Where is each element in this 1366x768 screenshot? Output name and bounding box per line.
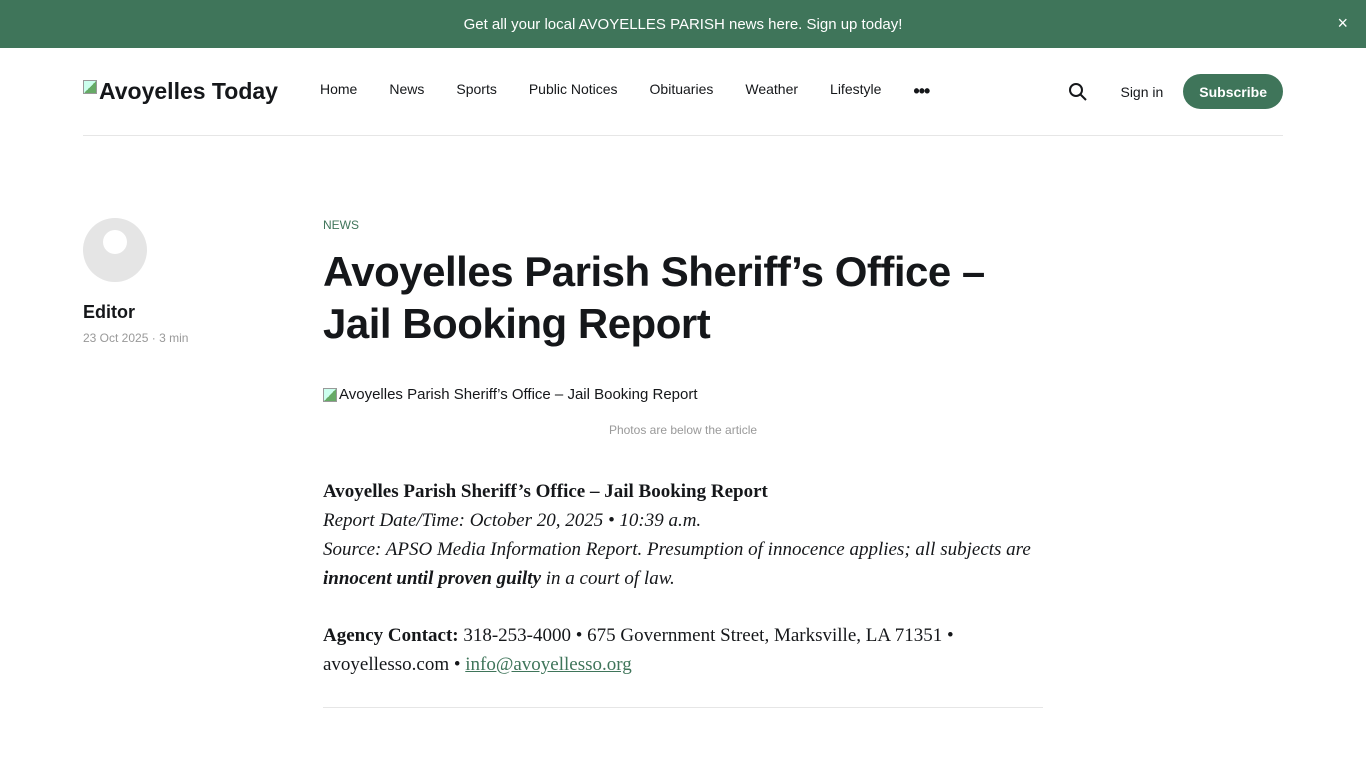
read-time: 3 min xyxy=(159,331,189,345)
body-heading: Avoyelles Parish Sheriff’s Office – Jail Booking Report xyxy=(323,481,768,502)
nav-lifestyle[interactable]: Lifestyle xyxy=(830,81,882,97)
contact-label: Agency Contact: xyxy=(323,625,459,646)
nav-home[interactable]: Home xyxy=(320,81,358,97)
nav-sports[interactable]: Sports xyxy=(456,81,497,97)
site-header xyxy=(83,48,1283,136)
feature-image xyxy=(323,386,1043,403)
nav-news[interactable]: News xyxy=(389,81,425,97)
article-tag[interactable]: NEWS xyxy=(323,218,359,232)
contact-text: 318-253-4000 • 675 Government Street, Marksville, LA 71351 • avoyellesso.com • xyxy=(323,625,954,675)
source-note: Source: APSO Media Information Report. Presumption of innocence applies; all subjects are innocent until proven guilty in a court of law. xyxy=(323,539,1031,589)
author-name[interactable]: Editor xyxy=(83,302,135,322)
image-alt-text: Avoyelles Parish Sheriff’s Office – Jail Booking Report xyxy=(339,386,698,403)
close-icon[interactable]: × xyxy=(1337,13,1348,33)
separator: · xyxy=(151,331,156,345)
article-body xyxy=(323,477,1043,679)
subscribe-button[interactable]: Subscribe xyxy=(1183,74,1283,109)
nav-obituaries[interactable]: Obituaries xyxy=(649,81,714,97)
article xyxy=(323,218,1043,708)
article-title: Avoyelles Parish Sheriff’s Office – Jail Booking Report xyxy=(323,248,985,347)
logo-text: Avoyelles Today xyxy=(99,79,278,104)
post-meta xyxy=(83,331,188,345)
main-nav xyxy=(320,81,929,102)
sign-in-link[interactable]: Sign in xyxy=(1120,83,1164,100)
banner-text[interactable]: Get all your local AVOYELLES PARISH news here. Sign up today! xyxy=(463,15,903,33)
nav-public-notices[interactable]: Public Notices xyxy=(528,81,618,97)
broken-image-icon xyxy=(323,388,337,402)
author-block xyxy=(83,218,188,345)
broken-image-icon xyxy=(83,80,97,94)
site-logo[interactable] xyxy=(83,80,283,104)
search-icon[interactable] xyxy=(1068,82,1088,102)
divider xyxy=(323,707,1043,708)
report-date: Report Date/Time: October 20, 2025 • 10:39 a.m. xyxy=(323,510,702,531)
post-date: 23 Oct 2025 xyxy=(83,331,149,345)
email-link[interactable]: info@avoyellesso.org xyxy=(465,654,632,675)
announcement-banner xyxy=(0,0,1366,48)
more-icon[interactable]: ••• xyxy=(913,81,930,101)
image-caption: Photos are below the article xyxy=(608,423,758,437)
nav-weather[interactable]: Weather xyxy=(745,81,799,97)
avatar[interactable] xyxy=(83,218,147,282)
